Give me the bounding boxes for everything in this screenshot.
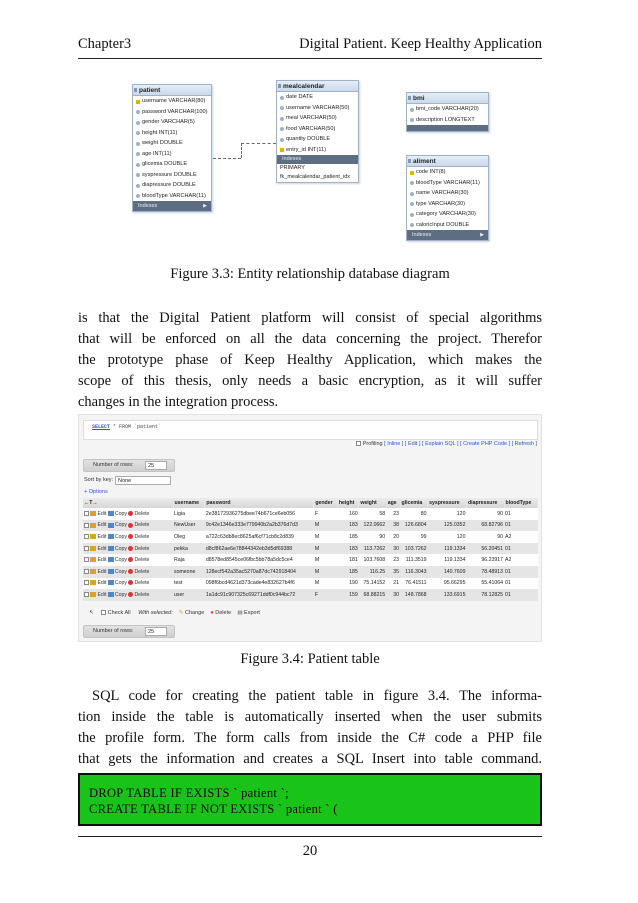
table-cell: 2e38172936275dbee74b671ce6eb056 bbox=[205, 508, 314, 520]
table-cell: 78.12825 bbox=[466, 589, 504, 601]
copy-link[interactable]: Copy bbox=[114, 522, 127, 529]
er-relation-line bbox=[241, 143, 242, 158]
table-cell: Ligia bbox=[173, 508, 205, 520]
text-line: that will be enforced on all the data concerning the project. Therefor bbox=[78, 331, 542, 347]
er-table-title: aliment bbox=[407, 156, 488, 167]
er-table-aliment bbox=[406, 155, 489, 241]
export-button[interactable]: Export bbox=[244, 610, 260, 616]
er-field: category VARCHAR(30) bbox=[407, 209, 488, 220]
copy-icon bbox=[108, 592, 114, 597]
table-cell: F bbox=[314, 589, 338, 601]
table-cell: 80 bbox=[400, 508, 428, 520]
table-cell: 23 bbox=[386, 508, 400, 520]
er-indexes-bar: Indexes ▶ bbox=[133, 201, 211, 211]
delete-icon bbox=[128, 511, 133, 516]
er-field: entry_id INT(11) bbox=[277, 145, 358, 156]
running-header bbox=[78, 36, 542, 58]
er-field: quantity DOUBLE bbox=[277, 134, 358, 145]
row-actions bbox=[83, 578, 173, 590]
edit-link[interactable]: Edit bbox=[97, 557, 107, 564]
table-cell: test bbox=[173, 578, 205, 590]
row-actions bbox=[83, 589, 173, 601]
delete-icon: ● bbox=[210, 610, 214, 616]
header-rule bbox=[78, 58, 542, 59]
er-table-title: mealcalendar bbox=[277, 81, 358, 92]
er-table-bmi bbox=[406, 92, 489, 132]
pencil-icon bbox=[90, 511, 96, 516]
er-table-patient bbox=[132, 84, 212, 212]
er-table-title: bmi bbox=[407, 93, 488, 104]
table-cell: 181 bbox=[337, 554, 359, 566]
row-actions bbox=[83, 566, 173, 578]
er-field: username VARCHAR(50) bbox=[277, 103, 358, 114]
row-actions bbox=[83, 531, 173, 543]
text-line: changes in the integration process. bbox=[78, 394, 279, 410]
table-cell: 20 bbox=[386, 531, 400, 543]
pencil-icon: ✎ bbox=[178, 610, 184, 616]
table-cell: 90 bbox=[466, 508, 504, 520]
table-row bbox=[83, 520, 538, 532]
figure-3-4-caption: Figure 3.4: Patient table bbox=[240, 651, 380, 667]
figure-3-3-caption: Figure 3.3: Entity relationship database diagram bbox=[170, 266, 450, 282]
pencil-icon bbox=[90, 580, 96, 585]
er-index-entry: fk_mealcalendar_patient_idx bbox=[280, 174, 351, 180]
table-cell: 01 bbox=[504, 589, 537, 601]
rows-select[interactable]: 25 bbox=[145, 461, 167, 470]
table-cell: 159 bbox=[337, 589, 359, 601]
table-cell: someone bbox=[173, 566, 205, 578]
sql-query bbox=[92, 424, 161, 430]
table-cell: d8578ed8545ce06fbc5bb78a5dc5ce4 bbox=[205, 554, 314, 566]
table-cell: 183 bbox=[337, 520, 359, 532]
copy-link[interactable]: Copy bbox=[114, 557, 127, 564]
table-cell: 58 bbox=[359, 508, 386, 520]
table-row bbox=[83, 578, 538, 590]
table-cell: 78.48913 bbox=[466, 566, 504, 578]
table-cell: 01 bbox=[504, 543, 537, 555]
row-actions bbox=[83, 508, 173, 520]
sql-query-box bbox=[83, 420, 538, 440]
table-cell: 76.41511 bbox=[400, 578, 428, 590]
copy-link[interactable]: Copy bbox=[114, 591, 127, 598]
delete-link[interactable]: Delete bbox=[134, 533, 150, 540]
er-field: bloodType VARCHAR(11) bbox=[407, 178, 488, 189]
table-cell: 21 bbox=[386, 578, 400, 590]
column-header-weight[interactable]: weight bbox=[359, 498, 386, 508]
table-cell: 148.7868 bbox=[400, 589, 428, 601]
delete-icon bbox=[128, 569, 133, 574]
copy-link[interactable]: Copy bbox=[114, 545, 127, 552]
sort-label: Sort by key: bbox=[84, 477, 114, 483]
delete-icon bbox=[128, 534, 133, 539]
table-cell: 113.7262 bbox=[359, 543, 386, 555]
row-actions bbox=[83, 520, 173, 532]
check-all-arrow-icon: ↖ bbox=[89, 610, 94, 616]
pencil-icon bbox=[90, 569, 96, 574]
table-cell: 183 bbox=[337, 543, 359, 555]
sort-select[interactable]: None bbox=[115, 476, 171, 485]
rows-label: Number of rows: bbox=[93, 462, 134, 468]
er-indexes-bar: Indexes ▶ bbox=[407, 230, 488, 240]
table-cell: 01 bbox=[504, 566, 537, 578]
table-cell: Raja bbox=[173, 554, 205, 566]
edit-link[interactable]: Edit bbox=[97, 533, 107, 540]
table-cell: 55.41064 bbox=[466, 578, 504, 590]
options-link[interactable]: + Options bbox=[84, 489, 108, 495]
column-header-password[interactable]: password bbox=[205, 498, 314, 508]
edit-link[interactable]: Edit bbox=[97, 510, 107, 517]
delete-link[interactable]: Delete bbox=[134, 568, 150, 575]
row-checkbox[interactable] bbox=[84, 511, 89, 516]
pencil-icon bbox=[90, 523, 96, 528]
er-field: food VARCHAR(50) bbox=[277, 124, 358, 135]
arrows-icon: ←T→ bbox=[84, 500, 98, 506]
table-cell: 126.6804 bbox=[400, 520, 428, 532]
rows-label: Number of rows: bbox=[93, 628, 134, 634]
table-cell: 35 bbox=[386, 566, 400, 578]
text-line: tion inside the table is automatically inserted when the user submits bbox=[78, 709, 542, 725]
column-header-gender[interactable]: gender bbox=[314, 498, 338, 508]
table-cell: A2 bbox=[504, 554, 537, 566]
row-checkbox[interactable] bbox=[84, 534, 89, 539]
er-field: diapressure DOUBLE bbox=[133, 180, 211, 191]
delete-link[interactable]: Delete bbox=[134, 591, 150, 598]
check-all-label[interactable]: Check All bbox=[107, 610, 131, 616]
er-field: meal VARCHAR(50) bbox=[277, 113, 358, 124]
table-cell: 103.7608 bbox=[359, 554, 386, 566]
column-header-age[interactable]: age bbox=[386, 498, 400, 508]
profiling-label: Profiling bbox=[362, 441, 383, 447]
er-table-mealcalendar bbox=[276, 80, 359, 183]
table-cell: d8cf862ae6e78844342eb3d5df69388 bbox=[205, 543, 314, 555]
table-cell: 111.3519 bbox=[400, 554, 428, 566]
row-checkbox[interactable] bbox=[84, 546, 89, 551]
copy-icon bbox=[108, 534, 114, 539]
er-indexes-bar: Indexes bbox=[277, 155, 358, 164]
grid-header-cell bbox=[83, 498, 173, 508]
er-field: height INT(11) bbox=[133, 128, 211, 139]
page-number: 20 bbox=[302, 843, 318, 859]
table-cell: Oleg bbox=[173, 531, 205, 543]
er-index-entry: PRIMARY bbox=[280, 165, 305, 171]
table-cell: M bbox=[314, 520, 338, 532]
table-cell: 01 bbox=[504, 578, 537, 590]
row-checkbox[interactable] bbox=[84, 557, 89, 562]
row-actions bbox=[83, 554, 173, 566]
delete-link[interactable]: Delete bbox=[134, 522, 150, 529]
er-field: caloricInput DOUBLE bbox=[407, 220, 488, 231]
table-cell: 90 bbox=[359, 531, 386, 543]
rows-select-bottom[interactable]: 25 bbox=[145, 627, 167, 636]
table-cell: 68.88215 bbox=[359, 589, 386, 601]
table-cell: 133.6915 bbox=[428, 589, 467, 601]
copy-link[interactable]: Copy bbox=[114, 568, 127, 575]
er-diagram-figure bbox=[132, 78, 490, 256]
table-cell: 95.66295 bbox=[428, 578, 467, 590]
table-row bbox=[83, 543, 538, 555]
sql-code-block bbox=[78, 773, 542, 826]
copy-icon bbox=[108, 546, 114, 551]
copy-icon bbox=[108, 557, 114, 562]
table-cell: 120 bbox=[428, 531, 467, 543]
table-cell: 9c42e1346e333e779940b2a2b376d7d3 bbox=[205, 520, 314, 532]
text-line: the prototype phase of Keep Healthy Application, which makes the bbox=[78, 352, 542, 368]
table-cell: M bbox=[314, 578, 338, 590]
copy-link[interactable]: Copy bbox=[114, 510, 127, 517]
table-row bbox=[83, 531, 538, 543]
delete-link[interactable]: Delete bbox=[134, 545, 150, 552]
column-header-syspressure[interactable]: syspressure bbox=[428, 498, 467, 508]
er-relation-line bbox=[241, 143, 276, 144]
table-cell: 122.0662 bbox=[359, 520, 386, 532]
edit-link[interactable]: Edit bbox=[97, 580, 107, 587]
table-cell: 68.82796 bbox=[466, 520, 504, 532]
table-row bbox=[83, 566, 538, 578]
pencil-icon bbox=[90, 534, 96, 539]
section-title: Digital Patient. Keep Healthy Application bbox=[299, 36, 542, 52]
table-cell: 1a1dc91c907325c69271ddf0c944bc72 bbox=[205, 589, 314, 601]
table-cell: 190 bbox=[337, 578, 359, 590]
text-line: scope of this thesis, only needs a basic encryption, as it will suffer bbox=[78, 373, 542, 389]
row-checkbox[interactable] bbox=[84, 592, 89, 597]
edit-link[interactable]: Edit bbox=[97, 522, 107, 529]
copy-link[interactable]: Copy bbox=[114, 580, 127, 587]
column-header-height[interactable]: height bbox=[337, 498, 359, 508]
delete-icon bbox=[128, 523, 133, 528]
footer-rule bbox=[78, 836, 542, 837]
copy-icon bbox=[108, 569, 114, 574]
delete-icon bbox=[128, 580, 133, 585]
table-cell: 185 bbox=[337, 566, 359, 578]
table-cell: 56.20451 bbox=[466, 543, 504, 555]
bulk-actions-bar bbox=[89, 610, 260, 616]
table-cell: 125.0352 bbox=[428, 520, 467, 532]
table-cell: 38 bbox=[386, 520, 400, 532]
patient-data-grid bbox=[83, 498, 538, 601]
table-cell: 75.14152 bbox=[359, 578, 386, 590]
er-field: syspressure DOUBLE bbox=[133, 170, 211, 181]
table-row bbox=[83, 554, 538, 566]
with-selected-label: With selected: bbox=[138, 610, 173, 616]
er-field: date DATE bbox=[277, 92, 358, 103]
delete-link[interactable]: Delete bbox=[134, 580, 150, 587]
table-cell: 119.1334 bbox=[428, 543, 467, 555]
table-cell: M bbox=[314, 531, 338, 543]
table-cell: 120 bbox=[428, 508, 467, 520]
table-cell: 103.7262 bbox=[400, 543, 428, 555]
table-cell: a722c63db8ec8625af6cf71cb8c2d839 bbox=[205, 531, 314, 543]
change-button[interactable]: Change bbox=[185, 610, 205, 616]
grid-body bbox=[83, 508, 538, 601]
pencil-icon bbox=[90, 546, 96, 551]
chapter-label: Chapter3 bbox=[78, 36, 132, 52]
table-cell: 30 bbox=[386, 543, 400, 555]
copy-icon bbox=[108, 511, 114, 516]
er-field: glicemia DOUBLE bbox=[133, 159, 211, 170]
pencil-icon bbox=[90, 592, 96, 597]
table-cell: 119.1334 bbox=[428, 554, 467, 566]
text-line: is that the Digital Patient platform will consist of special algorithms bbox=[78, 310, 542, 326]
column-header-bloodtype[interactable]: bloodType bbox=[504, 498, 537, 508]
check-all-checkbox[interactable] bbox=[101, 610, 106, 615]
table-cell: 128ecf542a35ac5270a87dc742918404 bbox=[205, 566, 314, 578]
edit-link[interactable]: Edit bbox=[97, 568, 107, 575]
delete-link[interactable]: Delete bbox=[134, 557, 150, 564]
table-cell: user bbox=[173, 589, 205, 601]
table-cell: 99 bbox=[400, 531, 428, 543]
table-cell: 140.7609 bbox=[428, 566, 467, 578]
row-actions bbox=[83, 543, 173, 555]
er-field: type VARCHAR(30) bbox=[407, 199, 488, 210]
er-field: bloodType VARCHAR(11) bbox=[133, 191, 211, 202]
er-field: code INT(8) bbox=[407, 167, 488, 178]
er-field: bmi_code VARCHAR(20) bbox=[407, 104, 488, 115]
table-cell: 01 bbox=[504, 520, 537, 532]
er-field: name VARCHAR(30) bbox=[407, 188, 488, 199]
table-cell: M bbox=[314, 554, 338, 566]
text-line: the profile form. The form calls from inside the C# code a PHP file bbox=[78, 730, 542, 746]
copy-icon bbox=[108, 580, 114, 585]
edit-link[interactable]: Edit bbox=[97, 591, 107, 598]
profiling-bar bbox=[356, 439, 537, 449]
text-line: SQL code for creating the patient table in figure 3.4. The informa- bbox=[92, 688, 542, 704]
table-cell: 90 bbox=[466, 531, 504, 543]
code-line: DROP TABLE IF EXISTS ` patient `; bbox=[89, 786, 289, 800]
column-header-glicemia[interactable]: glicemia bbox=[400, 498, 428, 508]
table-cell: F bbox=[314, 508, 338, 520]
sql-query-rest: * FROM `patient` bbox=[110, 424, 162, 430]
table-cell: 160 bbox=[337, 508, 359, 520]
column-header-diapressure[interactable]: diapressure bbox=[466, 498, 504, 508]
delete-icon bbox=[128, 557, 133, 562]
table-cell: NewUser bbox=[173, 520, 205, 532]
delete-link[interactable]: Delete bbox=[134, 510, 150, 517]
table-cell: 098f6bcd4621d373cade4e832627b4f6 bbox=[205, 578, 314, 590]
grid-header-row bbox=[83, 498, 538, 508]
query-links[interactable]: [ Inline ] [ Edit ] [ Explain SQL ] [ Create PHP Code ] [ Refresh ] bbox=[384, 441, 537, 447]
table-cell: A2 bbox=[504, 531, 537, 543]
patient-table-screenshot bbox=[78, 414, 542, 642]
delete-button[interactable]: Delete bbox=[215, 610, 232, 616]
table-row bbox=[83, 589, 538, 601]
table-cell: M bbox=[314, 543, 338, 555]
body-paragraph-1 bbox=[78, 308, 542, 413]
body-paragraph-2 bbox=[78, 686, 542, 770]
delete-icon bbox=[128, 592, 133, 597]
row-checkbox[interactable] bbox=[84, 580, 89, 585]
er-field: weight DOUBLE bbox=[133, 138, 211, 149]
er-relation-line bbox=[213, 158, 241, 159]
er-field: username VARCHAR(80) bbox=[133, 96, 211, 107]
er-table-footer bbox=[407, 125, 488, 131]
delete-icon bbox=[128, 546, 133, 551]
table-cell: pekka bbox=[173, 543, 205, 555]
er-field: password VARCHAR(100) bbox=[133, 107, 211, 118]
table-cell: M bbox=[314, 566, 338, 578]
pencil-icon bbox=[90, 557, 96, 562]
table-row bbox=[83, 508, 538, 520]
table-cell: 116.3043 bbox=[400, 566, 428, 578]
edit-link[interactable]: Edit bbox=[97, 545, 107, 552]
table-cell: 116.25 bbox=[359, 566, 386, 578]
table-cell: 01 bbox=[504, 508, 537, 520]
text-line: that gets the information and creates a SQL Insert into table command. bbox=[78, 751, 542, 767]
row-checkbox[interactable] bbox=[84, 569, 89, 574]
er-table-title: patient bbox=[133, 85, 211, 96]
export-icon: ▤ bbox=[237, 610, 243, 616]
table-cell: 30 bbox=[386, 589, 400, 601]
column-header-username[interactable]: username bbox=[173, 498, 205, 508]
table-cell: 96.23917 bbox=[466, 554, 504, 566]
copy-link[interactable]: Copy bbox=[114, 533, 127, 540]
code-line: CREATE TABLE IF NOT EXISTS ` patient ` ( bbox=[89, 802, 338, 816]
table-cell: 185 bbox=[337, 531, 359, 543]
er-field: description LONGTEXT bbox=[407, 115, 488, 126]
copy-icon bbox=[108, 523, 114, 528]
sql-keyword: SELECT bbox=[92, 424, 111, 430]
table-cell: 23 bbox=[386, 554, 400, 566]
er-field: age INT(11) bbox=[133, 149, 211, 160]
row-checkbox[interactable] bbox=[84, 523, 89, 528]
er-field: gender VARCHAR(5) bbox=[133, 117, 211, 128]
checkbox-icon[interactable] bbox=[356, 441, 361, 446]
